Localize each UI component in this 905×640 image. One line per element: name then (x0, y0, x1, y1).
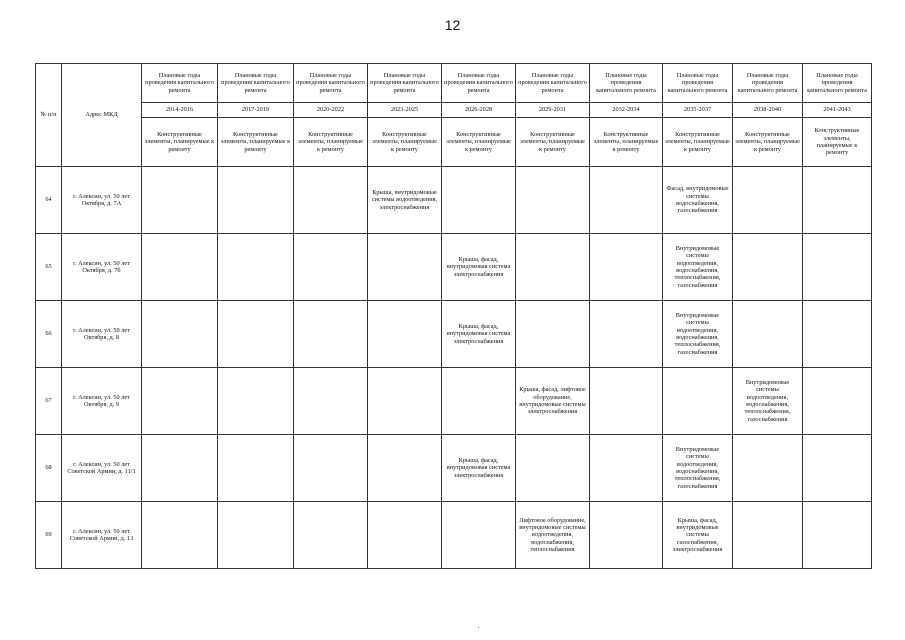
plan-cell (294, 234, 368, 301)
row-number: 67 (36, 368, 62, 435)
plan-cell (368, 368, 442, 435)
header-years-cell: Плановые годы проведения капитального ремонта (803, 64, 872, 103)
plan-cell (294, 301, 368, 368)
plan-cell (142, 234, 218, 301)
plan-cell (142, 167, 218, 234)
year-range: 2014-2016 (142, 103, 218, 118)
table-row (36, 301, 872, 368)
row-address: г. Алексин, ул. 50 лет Октября, д. 7А (62, 167, 142, 234)
elements-header: Конструктивные элементы, планируемые к ремонту (368, 118, 442, 167)
table-row (36, 167, 872, 234)
plan-cell: Крыша, внутридомовые системы водоотведения, электроснабжения (368, 167, 442, 234)
plan-cell (590, 368, 663, 435)
elements-header: Конструктивные элементы, планируемые к ремонту (294, 118, 368, 167)
elements-header: Конструктивные элементы, планируемые к ремонту (663, 118, 733, 167)
year-range: 2026-2028 (442, 103, 516, 118)
row-number: 66 (36, 301, 62, 368)
plan-cell (733, 234, 803, 301)
scan-speck (478, 627, 479, 628)
plan-cell (368, 301, 442, 368)
plan-cell (368, 435, 442, 502)
plan-cell (663, 368, 733, 435)
table-row (36, 368, 872, 435)
plan-cell (218, 234, 294, 301)
plan-cell (368, 234, 442, 301)
header-num: № п/п (36, 64, 62, 167)
year-range: 2020-2022 (294, 103, 368, 118)
plan-cell (733, 167, 803, 234)
plan-cell: Крыша, фасад, лифтовое оборудование, внутридомовые системы электроснабжения (516, 368, 590, 435)
header-years-cell: Плановые годы проведения капитального ремонта (590, 64, 663, 103)
plan-cell (294, 368, 368, 435)
plan-cell: Внутридомовые системы водоотведения, водоснабжения, теплоснабжения, газоснабжения (663, 234, 733, 301)
elements-header: Конструктивные элементы, планируемые к ремонту (803, 118, 872, 167)
header-years-cell: Плановые годы проведения капитального ремонта (294, 64, 368, 103)
plan-cell (218, 301, 294, 368)
year-range: 2035-2037 (663, 103, 733, 118)
row-address: г. Алексин, ул. 50 лет Октября, д. 8 (62, 301, 142, 368)
plan-cell: Внутридомовые системы водоотведения, водоснабжения, теплоснабжения, газоснабжения (663, 435, 733, 502)
row-address: г. Алексин, ул. 50 лет Советской Армии, д. 11/1 (62, 435, 142, 502)
elements-header: Конструктивные элементы, планируемые к ремонту (590, 118, 663, 167)
plan-cell (516, 435, 590, 502)
plan-cell (442, 167, 516, 234)
plan-cell (142, 301, 218, 368)
plan-cell: Лифтовое оборудование, внутридомовые системы водоотведения, водоснабжения, теплоснабжения (516, 502, 590, 569)
table-row (36, 435, 872, 502)
plan-cell (590, 167, 663, 234)
plan-cell: Крыша, фасад, внутридомовая система электроснабжения (442, 301, 516, 368)
header-years-cell: Плановые годы проведения капитального ремонта (663, 64, 733, 103)
header-row-years (36, 64, 872, 103)
row-address: г. Алексин, ул. 50 лет Советской Армии, д. 13 (62, 502, 142, 569)
plan-cell: Внутридомовые системы водоотведения, водоснабжения, теплоснабжения, газоснабжения (733, 368, 803, 435)
year-range: 2038-2040 (733, 103, 803, 118)
plan-cell (218, 368, 294, 435)
elements-header: Конструктивные элементы, планируемые к ремонту (442, 118, 516, 167)
plan-cell (733, 301, 803, 368)
plan-cell (516, 301, 590, 368)
plan-cell (294, 502, 368, 569)
header-years-cell: Плановые годы проведения капитального ремонта (368, 64, 442, 103)
plan-cell (590, 502, 663, 569)
plan-cell (803, 167, 872, 234)
table-row (36, 234, 872, 301)
row-address: г. Алексин, ул. 50 лет Октября, д. 7б (62, 234, 142, 301)
header-row-elements (36, 118, 872, 167)
header-row-ranges (36, 103, 872, 118)
plan-cell (803, 234, 872, 301)
plan-cell (218, 167, 294, 234)
plan-cell: Крыша, фасад, внутридомовая система электроснабжения (442, 435, 516, 502)
header-address: Адрес МКД (62, 64, 142, 167)
plan-cell: Фасад, внутридомовые системы водоснабжения, газоснабжения (663, 167, 733, 234)
plan-cell (516, 167, 590, 234)
plan-cell (803, 435, 872, 502)
elements-header: Конструктивные элементы, планируемые к ремонту (733, 118, 803, 167)
capital-repair-plan-table (35, 63, 872, 569)
plan-cell (294, 435, 368, 502)
plan-cell (733, 502, 803, 569)
plan-cell (442, 368, 516, 435)
year-range: 2023-2025 (368, 103, 442, 118)
plan-cell: Крыша, фасад, внутридомовые системы газоснабжения, электроснабжения (663, 502, 733, 569)
plan-cell (368, 502, 442, 569)
plan-cell (803, 368, 872, 435)
elements-header: Конструктивные элементы, планируемые к ремонту (142, 118, 218, 167)
row-number: 68 (36, 435, 62, 502)
plan-cell (442, 502, 516, 569)
year-range: 2017-2019 (218, 103, 294, 118)
plan-cell: Крыша, фасад, внутридомовая система электроснабжения (442, 234, 516, 301)
plan-cell (218, 435, 294, 502)
plan-cell (733, 435, 803, 502)
plan-cell (142, 502, 218, 569)
header-years-cell: Плановые годы проведения капитального ремонта (142, 64, 218, 103)
page-number: 12 (444, 17, 461, 33)
header-years-cell: Плановые годы проведения капитального ремонта (218, 64, 294, 103)
plan-cell: Внутридомовые системы водоотведения, водоснабжения, теплоснабжения, газоснабжения (663, 301, 733, 368)
header-years-cell: Плановые годы проведения капитального ремонта (733, 64, 803, 103)
year-range: 2032-2034 (590, 103, 663, 118)
plan-cell (590, 435, 663, 502)
plan-cell (803, 502, 872, 569)
row-number: 65 (36, 234, 62, 301)
plan-cell (218, 502, 294, 569)
row-number: 64 (36, 167, 62, 234)
header-years-cell: Плановые годы проведения капитального ремонта (516, 64, 590, 103)
year-range: 2041-2043 (803, 103, 872, 118)
elements-header: Конструктивные элементы, планируемые к ремонту (218, 118, 294, 167)
plan-cell (142, 435, 218, 502)
plan-cell (294, 167, 368, 234)
plan-cell (590, 301, 663, 368)
year-range: 2029-2031 (516, 103, 590, 118)
row-address: г. Алексин, ул. 50 лет Октября, д. 9 (62, 368, 142, 435)
row-number: 69 (36, 502, 62, 569)
plan-cell (590, 234, 663, 301)
plan-cell (516, 234, 590, 301)
elements-header: Конструктивные элементы, планируемые к ремонту (516, 118, 590, 167)
header-years-cell: Плановые годы проведения капитального ремонта (442, 64, 516, 103)
plan-cell (142, 368, 218, 435)
table-row (36, 502, 872, 569)
plan-cell (803, 301, 872, 368)
